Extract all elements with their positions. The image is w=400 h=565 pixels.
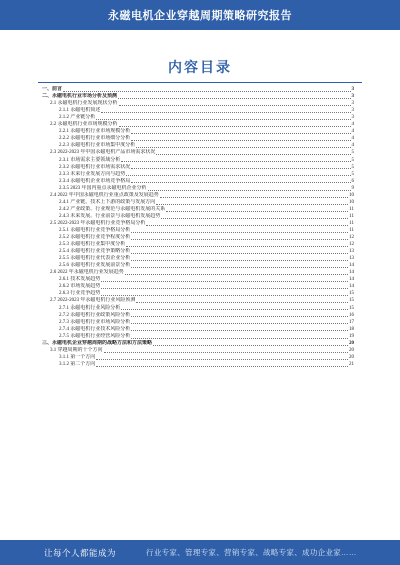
toc-leader-dots (119, 125, 351, 127)
toc-entry[interactable] (42, 213, 354, 220)
toc-entry-page: 10 (349, 192, 354, 198)
toc-leader-dots (101, 111, 350, 113)
toc-entry-page: 4 (351, 129, 354, 135)
toc-entry[interactable] (42, 354, 354, 361)
toc-leader-dots (160, 196, 348, 198)
toc-entry-title: 3.1 穿越周期的十个方向 (50, 347, 103, 353)
toc-leader-dots (136, 146, 350, 148)
toc-entry[interactable] (42, 192, 354, 199)
toc-entry[interactable] (42, 135, 354, 142)
toc-entry-title: 2.7.2 永磁电机行业政策风险分析 (59, 312, 131, 318)
toc-entry[interactable] (42, 121, 354, 128)
toc-entry-title: 2.5 2022-2023 年永磁电机行业竞争格局分析 (50, 220, 146, 226)
toc-entry[interactable] (42, 227, 354, 234)
toc-entry-page: 13 (349, 249, 354, 255)
footer-tagline: 行业专家、管理专家、营销专家、战略专家、成功企业家…… (146, 548, 357, 557)
toc-entry-title: 2.7.4 永磁电机行业技术风险分析 (59, 326, 131, 332)
toc-entry-title: 2.1.2 产业链分析 (59, 115, 96, 121)
toc-leader-dots (96, 118, 350, 120)
toc-entry-page: 5 (351, 164, 354, 170)
toc-entry[interactable] (42, 290, 354, 297)
toc-leader-dots (131, 167, 350, 169)
toc-leader-dots (148, 189, 351, 191)
toc-entry[interactable] (42, 206, 354, 213)
page-footer (0, 540, 400, 565)
toc-entry-title: 2.5.2 永磁电机行业竞争程度分析 (59, 235, 131, 241)
report-title: 永磁电机企业穿越周期策略研究报告 (108, 10, 292, 22)
toc-entry[interactable] (42, 185, 354, 192)
toc-entry[interactable] (42, 100, 354, 107)
toc-entry[interactable] (42, 304, 354, 311)
toc-entry[interactable] (42, 86, 354, 93)
toc-leader-dots (146, 224, 348, 226)
toc-entry-page: 15 (349, 291, 354, 297)
toc-leader-dots (63, 90, 350, 92)
toc-entry[interactable] (42, 319, 354, 326)
toc-entry-page: 9 (351, 185, 354, 191)
toc-entry-page: 5 (351, 150, 354, 156)
toc-entry-title: 二、永磁电机行业市场分析及预测 (42, 94, 118, 100)
footer-slogan: 让每个人都能成为 (44, 547, 117, 558)
toc-entry[interactable] (42, 142, 354, 149)
toc-entry[interactable] (42, 347, 354, 354)
toc-entry-title: 2.2.2 永磁电机行业市场细分分析 (59, 136, 131, 142)
toc-leader-dots (121, 160, 350, 162)
toc-leader-dots (136, 301, 348, 303)
toc-entry-page: 17 (349, 319, 354, 325)
toc-entry-page: 3 (351, 94, 354, 100)
toc-entry-title: 2.5.4 永磁电机行业竞争策略分析 (59, 249, 131, 255)
toc-entry[interactable] (42, 114, 354, 121)
toc-leader-dots (131, 337, 348, 339)
toc-leader-dots (131, 252, 348, 254)
toc-entry-title: 2.2 永磁电机行业市场规模分析 (50, 122, 118, 128)
toc-entry[interactable] (42, 178, 354, 185)
toc-entry-title: 2.5.3 永磁电机行业集中度分析 (59, 242, 126, 248)
toc-entry[interactable] (42, 156, 354, 163)
toc-entry-page: 11 (349, 206, 354, 212)
toc-leader-dots (131, 322, 348, 324)
toc-entry-page: 3 (351, 101, 354, 107)
toc-leader-dots (131, 259, 348, 261)
toc-entry-title: 2.6 2022 年永磁电机行业发展趋势 (50, 270, 124, 276)
toc-entry[interactable] (42, 262, 354, 269)
toc-entry-title: 2.3.5 2023 年国内重点永磁电机企业分析 (59, 185, 147, 191)
toc-leader-dots (156, 153, 350, 155)
toc-entry-title: 2.2.1 永磁电机行业市场规模分析 (59, 129, 131, 135)
toc-entry[interactable] (42, 340, 354, 347)
toc-entry[interactable] (42, 241, 354, 248)
toc-entry-title: 2.1.1 永磁电机简述 (59, 108, 101, 114)
toc-entry[interactable] (42, 128, 354, 135)
toc-entry[interactable] (42, 333, 354, 340)
toc-entry[interactable] (42, 107, 354, 114)
toc-entry-page: 14 (349, 284, 354, 290)
toc-entry[interactable] (42, 199, 354, 206)
toc-entry-title: 2.3.4 永磁电机企业市场竞争格局 (59, 178, 131, 184)
toc-leader-dots (96, 358, 348, 360)
toc-entry[interactable] (42, 276, 354, 283)
toc-entry-title: 2.6.3 行业竞争趋势 (59, 291, 101, 297)
toc-entry-title: 2.6.1 技术发展趋势 (59, 277, 101, 283)
toc-entry[interactable] (42, 220, 354, 227)
toc-entry-title: 2.3 2022-2023 年中国永磁电机产品市场需求状况 (50, 150, 156, 156)
toc-entry-title: 2.4.1 产业链、技术上下游的政策与发展方向 (59, 199, 156, 205)
toc-entry[interactable] (42, 234, 354, 241)
toc-entry-page: 14 (349, 277, 354, 283)
toc-entry-page: 10 (349, 199, 354, 205)
toc-entry-title: 2.7.5 永磁电机行业经营风险分析 (59, 333, 131, 339)
toc-entry-page: 11 (349, 220, 354, 226)
toc-leader-dots (131, 238, 348, 240)
toc-leader-dots (131, 181, 350, 183)
toc-entry-title: 2.7.1 永磁电机行业风险分析 (59, 305, 121, 311)
toc-entry-title: 2.1 永磁电机行业发展现状分析 (50, 101, 118, 107)
toc-entry-title: 3.1.2 第二个方向 (59, 361, 96, 367)
toc-entry-page: 20 (349, 340, 354, 346)
toc-entry-title: 三、永磁电机企业穿越周期的战略方法和方法策略 (42, 340, 153, 346)
toc-entry[interactable] (42, 269, 354, 276)
toc-leader-dots (121, 308, 348, 310)
toc-leader-dots (101, 294, 348, 296)
toc-entry-title: 2.5.1 永磁电机行业竞争格局分析 (59, 227, 131, 233)
toc-entry-title: 2.4.2 产业政策、行业规范与永磁电机发展的关系 (59, 206, 166, 212)
toc-entry-title: 2.7.3 永磁电机行业市场风险分析 (59, 319, 131, 325)
toc-entry-title: 2.7 2022-2023 年永磁电机行业风险预测 (50, 298, 136, 304)
toc-entry-page: 5 (351, 157, 354, 163)
toc-entry-page: 18 (349, 326, 354, 332)
toc-entry-title: 2.3.2 永磁电机行业市场需求状况 (59, 164, 131, 170)
toc-entry-page: 12 (349, 235, 354, 241)
toc-entry-page: 3 (351, 87, 354, 93)
toc-entry-title: 2.2.3 永磁电机行业市场集中度分析 (59, 143, 136, 149)
toc-entry-page: 13 (349, 256, 354, 262)
toc-leader-dots (153, 344, 348, 346)
toc-entry[interactable] (42, 164, 354, 171)
table-of-contents (42, 86, 354, 368)
toc-leader-dots (156, 203, 348, 205)
toc-entry-page: 3 (351, 108, 354, 114)
toc-entry-page: 4 (351, 136, 354, 142)
toc-leader-dots (96, 365, 348, 367)
toc-entry-title: 2.5.5 永磁电机行业代表企业分析 (59, 256, 131, 262)
toc-leader-dots (131, 266, 348, 268)
toc-leader-dots (125, 273, 348, 275)
toc-entry-title: 2.5.6 永磁电机行业发展前景分析 (59, 263, 131, 269)
toc-leader-dots (101, 287, 348, 289)
page-header (0, 0, 400, 30)
toc-entry[interactable] (42, 171, 354, 178)
toc-leader-dots (131, 132, 350, 134)
toc-entry-page: 20 (349, 354, 354, 360)
toc-entry-page: 16 (349, 312, 354, 318)
toc-entry-page: 19 (349, 333, 354, 339)
toc-entry-page: 5 (351, 171, 354, 177)
toc-entry[interactable] (42, 361, 354, 368)
toc-leader-dots (131, 315, 348, 317)
toc-entry-title: 2.6.2 市场发展趋势 (59, 284, 101, 290)
toc-leader-dots (126, 245, 348, 247)
toc-leader-dots (119, 104, 351, 106)
toc-entry[interactable] (42, 149, 354, 156)
toc-entry-title: 2.4.3 未来发展、行业前景与永磁电机发展趋势 (59, 213, 161, 219)
toc-entry-page: 21 (349, 361, 354, 367)
toc-entry-page: 3 (351, 115, 354, 121)
toc-entry-title: 一、前言 (42, 87, 63, 93)
toc-heading: 内容目录 (168, 59, 232, 75)
toc-entry-page: 20 (349, 347, 354, 353)
toc-entry[interactable] (42, 93, 354, 100)
toc-entry[interactable] (42, 283, 354, 290)
toc-entry-page: 12 (349, 242, 354, 248)
toc-entry-page: 11 (349, 213, 354, 219)
toc-entry-page: 4 (351, 122, 354, 128)
toc-entry[interactable] (42, 255, 354, 262)
toc-entry-page: 14 (349, 263, 354, 269)
toc-leader-dots (126, 174, 350, 176)
toc-entry-title: 3.1.1 第一个方向 (59, 354, 96, 360)
toc-leader-dots (131, 231, 348, 233)
toc-leader-dots (161, 217, 348, 219)
toc-leader-dots (101, 280, 348, 282)
toc-entry-page: 15 (349, 305, 354, 311)
toc-leader-dots (166, 210, 348, 212)
toc-leader-dots (131, 329, 348, 331)
toc-entry-page: 6 (351, 178, 354, 184)
toc-entry-page: 14 (349, 270, 354, 276)
toc-entry-page: 4 (351, 143, 354, 149)
toc-divider (38, 82, 362, 83)
toc-entry-title: 2.3.3 未来行业发展方向与趋势 (59, 171, 126, 177)
toc-entry[interactable] (42, 248, 354, 255)
toc-entry-title: 2.4 2022 年中国永磁电机行业重点政策及发展趋势 (50, 192, 159, 198)
toc-entry[interactable] (42, 312, 354, 319)
toc-leader-dots (104, 351, 348, 353)
toc-leader-dots (118, 97, 350, 99)
toc-entry-page: 15 (349, 298, 354, 304)
toc-entry-page: 11 (349, 227, 354, 233)
toc-entry[interactable] (42, 326, 354, 333)
toc-entry-title: 2.3.1 市场需求主要领域分析 (59, 157, 121, 163)
toc-leader-dots (131, 139, 350, 141)
toc-entry[interactable] (42, 297, 354, 304)
